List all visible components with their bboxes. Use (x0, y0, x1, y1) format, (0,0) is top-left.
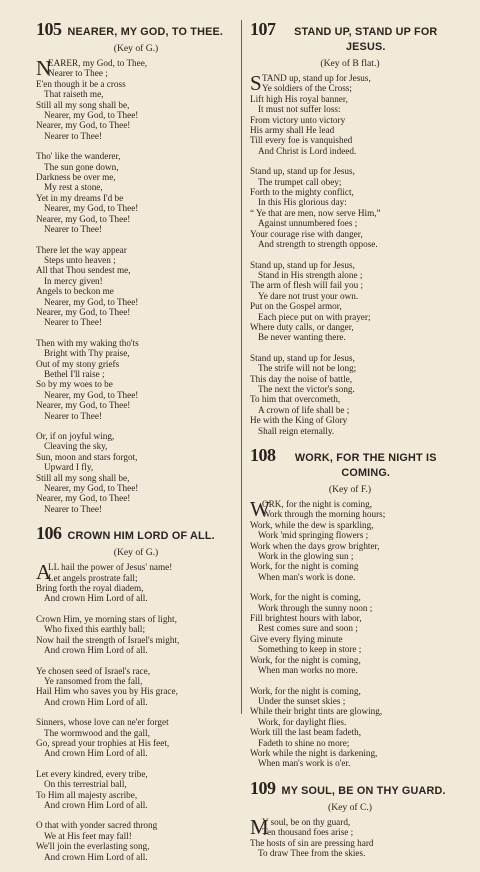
verse-line: Let every kindred, every tribe, (36, 768, 148, 779)
verse-line: The trumpet call obey; (258, 176, 342, 187)
verse-line-text: TAND up, stand up for Jesus, (262, 73, 371, 83)
verse-line: My rest a stone, (44, 182, 103, 193)
verse-line: Ye soldiers of the Cross; (262, 83, 352, 94)
verse-line: And crown Him Lord of all. (44, 799, 148, 810)
stanza (250, 686, 450, 769)
verse-line: The next the victor's song. (258, 383, 355, 394)
verse-line: While their bright tints are glowing, (250, 706, 383, 717)
verse-line: Nearer, my God, to Thee! (44, 110, 139, 121)
verse-line: Each piece put on with prayer; (258, 311, 371, 322)
verse-line: Then with my waking tho'ts (36, 337, 139, 348)
verse-line-text: LL hail the power of Jesus' name! (48, 562, 173, 573)
stanza (250, 73, 450, 156)
verse-line: Stand up, stand up for Jesus, (250, 259, 355, 270)
left-column (36, 20, 236, 872)
hymn-number: 105 (36, 19, 62, 39)
verse-line: Work in the glowing sun ; (258, 551, 354, 562)
verse-line: It must not suffer loss: (258, 104, 341, 115)
verse-line-text: ORK, for the night is coming, (262, 499, 372, 509)
verse-line: Bring forth the royal diadem, (36, 583, 144, 594)
verse-line: Upward I fly, (44, 462, 94, 473)
drop-cap: N (36, 56, 52, 80)
verse-line: Nearer, my God, to Thee! (44, 203, 139, 214)
verse-line: Go, spread your trophies at His feet, (36, 737, 170, 748)
hymn-number: 107 (250, 19, 276, 39)
verse-line: Fadeth to shine no more; (258, 737, 350, 748)
verse-line: Now hail the strength of Israel's might, (36, 634, 180, 645)
verse-line: Hail Him who saves you by His grace, (36, 686, 178, 697)
stanza (250, 814, 450, 859)
verse-line: Work while the night is darkening, (250, 747, 378, 758)
stanza (36, 769, 236, 811)
hymn-number: 106 (36, 523, 62, 544)
hymn-105 (36, 20, 236, 514)
verse-line: Nearer to Thee! (44, 503, 102, 514)
verse-line: Nearer, my God, to Thee! (36, 213, 131, 224)
verse-line: And strength to strength oppose. (258, 239, 378, 250)
verse-line: The hosts of sin are pressing hard (250, 837, 374, 848)
verse-line: From victory unto victory (250, 114, 346, 125)
hymn-key: (Key of G.) (113, 547, 159, 559)
hymn-title: CROWN HIM LORD OF ALL. (67, 530, 215, 543)
verse-line: Angels to beckon me (36, 286, 114, 297)
verse-line: The strife will not be long; (258, 363, 357, 374)
right-column (250, 20, 450, 868)
verse-line: Nearer, my God, to Thee! (44, 296, 139, 307)
verse-line: Still all my song shall be, (36, 99, 130, 110)
hymn-title: WORK, FOR THE NIGHT IS COMING. (294, 452, 437, 479)
verse-line: On this terrestrial ball, (44, 779, 127, 790)
verse-line: Ten thousand foes arise ; (262, 827, 354, 838)
verse-line: He with the King of Glory (250, 415, 348, 426)
stanza (250, 592, 450, 675)
verse-line: When man's work is o'er. (258, 758, 351, 769)
hymn-title: MY SOUL, BE ON THY GUARD. (281, 784, 446, 797)
verse-line: Work 'mid springing flowers ; (258, 530, 369, 541)
verse-line: So by my woes to be (36, 379, 113, 390)
hymn-title: NEARER, MY GOD, TO THEE. (67, 26, 224, 38)
verse-line: Tho' like the wanderer, (36, 151, 121, 162)
verse-line: Under the sunset skies ; (258, 695, 346, 706)
drop-cap: M (250, 814, 269, 839)
verse-line: Rest comes sure and soon ; (258, 623, 358, 634)
verse-line: Cleaving the sky, (44, 441, 108, 452)
verse-line: O that with yonder sacred throng (36, 820, 158, 831)
hymn-header (36, 524, 236, 544)
verse-line-text: Y soul, be on thy guard, (262, 816, 351, 827)
verse-line: Stand up, stand up for Jesus, (250, 166, 355, 177)
verse-line: Nearer, my God, to Thee! (36, 493, 131, 504)
stanza (250, 353, 450, 436)
verse-line: Something to keep in store ; (258, 644, 362, 655)
stanza (36, 717, 236, 759)
verse-line: Stand up, stand up for Jesus, (250, 352, 355, 363)
verse-line: And crown Him Lord of all. (44, 645, 148, 656)
verse-line: Work, for the night is coming, (250, 592, 361, 603)
column-divider (241, 20, 242, 714)
verse-line: And Christ is Lord indeed. (258, 145, 357, 156)
verse-line: Till every foe is vanquished (250, 135, 353, 146)
verse-line: Nearer, my God, to Thee! (36, 400, 131, 411)
verse-line: Against unnumbered foes ; (258, 218, 358, 229)
stanza (36, 245, 236, 328)
verse-line: Forth to the mighty conflict, (250, 187, 354, 198)
verse-line: And crown Him Lord of all. (44, 748, 148, 759)
verse-line: Darkness be over me, (36, 172, 116, 183)
hymn-number: 109 (250, 777, 276, 798)
verse-line: Shall reign eternally. (258, 425, 335, 436)
verse-line: Nearer, my God, to Thee! (44, 389, 139, 400)
verse-line: To draw Thee from the skies. (258, 847, 366, 858)
stanza (36, 58, 236, 141)
verse-line: To him that overcometh, (250, 394, 341, 405)
verse-line: The wormwood and the gall, (44, 727, 150, 738)
verse-line: Nearer to Thee! (44, 130, 102, 141)
hymn-108 (250, 446, 450, 769)
stanza (36, 431, 236, 514)
hymn-key: (Key of B flat.) (320, 58, 380, 69)
stanza (250, 166, 450, 249)
verse-line: When man's work is done. (258, 571, 356, 582)
verse-line: When man works no more. (258, 665, 358, 676)
verse-line: And crown Him Lord of all. (44, 696, 148, 707)
verse-line: Ye dare not trust your own. (258, 290, 359, 301)
stanza (36, 614, 236, 656)
stanza (36, 820, 236, 862)
stanza (36, 666, 236, 708)
hymn-header (36, 20, 236, 40)
drop-cap: S (250, 71, 262, 95)
verse-line: Or, if on joyful wing, (36, 431, 115, 441)
verse-line: Sinners, whose love can ne'er forget (36, 717, 169, 728)
verse-line: We'll join the everlasting song, (36, 841, 150, 852)
verse-line: Work, for the night is coming, (250, 685, 361, 696)
verse-line: Give every flying minute (250, 633, 343, 644)
verse-line: And crown Him Lord of all. (44, 851, 148, 862)
stanza (250, 260, 450, 343)
verse-line: Be never wanting there. (258, 332, 346, 343)
verse-line: Nearer to Thee! (44, 317, 102, 328)
verse-line: All that Thou sendest me, (36, 265, 131, 276)
hymn-107 (250, 20, 450, 436)
verse-line: Still all my song shall be, (36, 472, 130, 483)
verse-line: Bethel I'll raise ; (44, 368, 105, 379)
verse-line: There let the way appear (36, 244, 127, 255)
verse-line: This day the noise of battle, (250, 373, 353, 384)
verse-line: Where duty calls, or danger, (250, 321, 354, 332)
verse-line: Yet in my dreams I'd be (36, 192, 124, 203)
verse-line: His army shall He lead (250, 125, 335, 136)
verse-line: “ Ye that are men, now serve Him,” (250, 207, 381, 218)
hymn-key: (Key of G.) (113, 43, 159, 54)
stanza (36, 151, 236, 234)
hymn-key: (Key of C.) (328, 801, 372, 813)
hymn-header (250, 20, 450, 55)
verse-line: We at His feet may fall! (44, 830, 132, 841)
verse-line: And crown Him Lord of all. (44, 593, 148, 604)
verse-line: That raiseth me, (44, 89, 104, 100)
verse-line: Nearer to Thee! (44, 410, 102, 421)
verse-line: Nearer, my God, to Thee! (44, 483, 139, 494)
verse-line: Work when the days grow brighter, (250, 540, 380, 551)
verse-line: Crown Him, ye morning stars of light, (36, 613, 177, 624)
verse-line: Fill brightest hours with labor, (250, 613, 362, 624)
drop-cap: W (250, 497, 270, 521)
verse-line: Sun, moon and stars forgot, (36, 451, 138, 462)
verse-line: Nearer to Thee ; (48, 68, 108, 79)
verse-line: Lift high His royal banner, (250, 93, 348, 104)
hymn-key: (Key of F.) (328, 484, 372, 495)
stanza (250, 499, 450, 582)
verse-line: Stand in His strength alone ; (258, 269, 363, 280)
verse-line: In this His glorious day: (258, 197, 347, 208)
drop-cap: A (36, 560, 52, 585)
hymn-header (250, 779, 450, 799)
verse-line: Ye chosen seed of Israel's race, (36, 665, 150, 676)
verse-line: Ye ransomed from the fall, (44, 675, 143, 686)
verse-line-text: EARER, my God, to Thee, (48, 58, 148, 68)
verse-line: In mercy given! (44, 275, 103, 286)
hymn-106 (36, 524, 236, 862)
verse-line: Work, while the dew is sparkling, (250, 519, 374, 530)
hymn-109 (250, 779, 450, 859)
hymn-number: 108 (250, 445, 276, 465)
verse-line: The sun gone down, (44, 161, 119, 172)
verse-line: Bright with Thy praise, (44, 348, 130, 359)
verse-line: The arm of flesh will fail you ; (250, 280, 364, 291)
hymn-header (250, 446, 450, 481)
hymn-title: STAND UP, STAND UP FOR JESUS. (294, 26, 438, 53)
verse-line: Work through the sunny noon ; (258, 602, 373, 613)
verse-line: Let angels prostrate fall; (48, 572, 138, 583)
verse-line: To Him all majesty ascribe, (36, 789, 138, 800)
verse-line: Steps unto heaven ; (44, 254, 116, 265)
stanza (36, 562, 236, 604)
verse-line: Who fixed this earthly ball; (44, 624, 146, 635)
verse-line: Your courage rise with danger, (250, 228, 363, 239)
verse-line: Nearer to Thee! (44, 224, 102, 235)
verse-line: Put on the Gospel armor, (250, 301, 342, 312)
verse-line: E'en though it be a cross (36, 78, 126, 89)
verse-line: Work till the last beam fadeth, (250, 727, 362, 738)
verse-line: Out of my stony griefs (36, 358, 120, 369)
verse-line: Work, for the night is coming (250, 561, 359, 572)
verse-line: Nearer, my God, to Thee! (36, 120, 131, 131)
stanza (36, 338, 236, 421)
verse-line: Work through the morning hours; (262, 509, 386, 520)
verse-line: A crown of life shall be ; (258, 404, 350, 415)
verse-line: Nearer, my God, to Thee! (36, 306, 131, 317)
verse-line: Work, for daylight flies. (258, 716, 347, 727)
verse-line: Work, for the night is coming, (250, 654, 361, 665)
